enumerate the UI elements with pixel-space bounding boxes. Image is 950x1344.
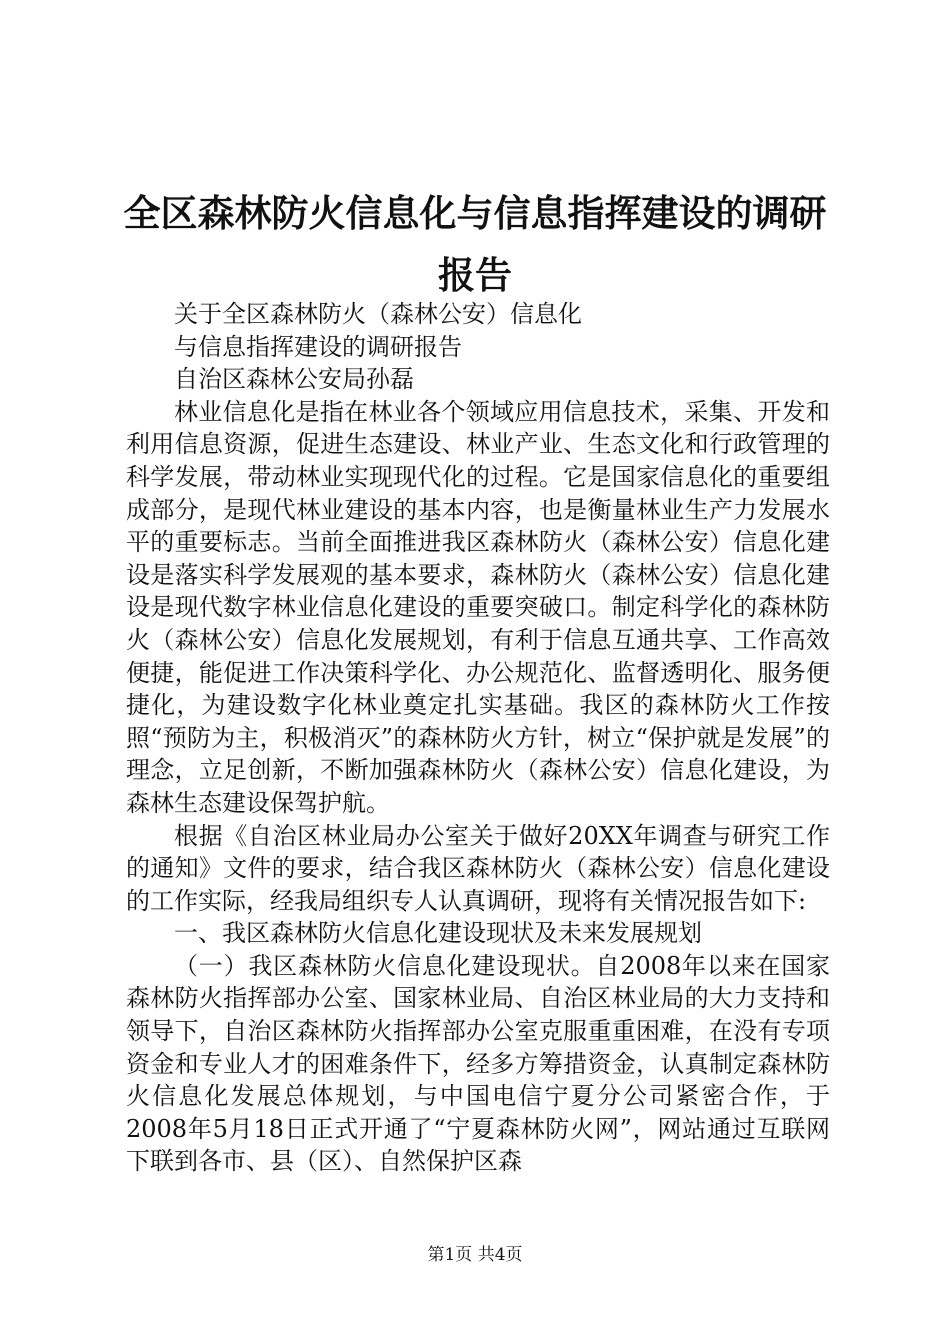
page-footer: 第1页 共4页 xyxy=(427,1245,523,1265)
document-title: 全区森林防火信息化与信息指挥建设的调研报告 xyxy=(123,191,827,297)
subtitle-line-2: 与信息指挥建设的调研报告 xyxy=(174,332,462,361)
subtitle-line-1: 关于全区森林防火（森林公安）信息化 xyxy=(174,300,582,328)
section-heading-1: 一、我区森林防火信息化建设现状及未来发展规划 xyxy=(174,919,702,948)
author-line: 自治区森林公安局孙磊 xyxy=(174,365,414,394)
paragraph-intro: 林业信息化是指在林业各个领域应用信息技术，采集、开发和利用信息资源，促进生态建设、林业产业、生态文化和行政管理的科学发展，带动林业实现现代化的过程。它是国家信息化的重要组成部分，是现代林业建设的基本内容，也是衡量林业生产力发展水平的重要标志。当前全面推进我区森林防火（森林公安）信息化建设是落实科学发展观的基本要求，森林防火（森林公安）信息化建设是现代数字林业信息化建设的重要突破口。制定科学化的森林防火（森林公安）信息化发展规划，有利于信息互通共享、工作高效便捷，能促进工作决策科学化、办公规范化、监督透明化、服务便捷化，为建设数字化林业奠定扎实基础。我区的森林防火工作按照“预防为主，积极消灭”的森林防火方针，树立“保护就是发展”的理念，立足创新，不断加强森林防火（森林公安）信息化建设，为森林生态建设保驾护航。 xyxy=(126,397,830,817)
paragraph-current-status: （一）我区森林防火信息化建设现状。自2008年以来在国家森林防火指挥部办公室、国家林业局、自治区林业局的大力支持和领导下，自治区森林防火指挥部办公室克服重重困难，在没有专项资金和专业人才的困难条件下，经多方筹措资金，认真制定森林防火信息化发展总体规划，与中国电信宁夏分公司紧密合作，于2008年5月18日正式开通了“宁夏森林防火网”，网站通过互联网下联到各市、县（区）、自然保护区森 xyxy=(126,951,830,1176)
paragraph-basis: 根据《自治区林业局办公室关于做好20XX年调查与研究工作的通知》文件的要求，结合我区森林防火（森林公安）信息化建设的工作实际，经我局组织专人认真调研，现将有关情况报告如下: xyxy=(126,821,830,915)
document-body xyxy=(126,298,830,1178)
